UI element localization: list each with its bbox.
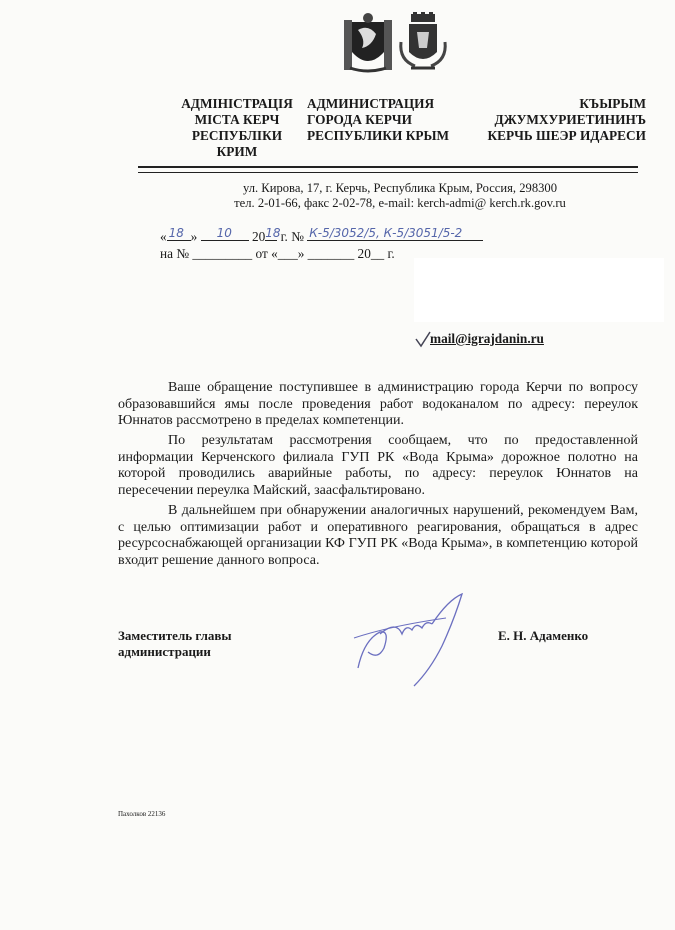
- header-divider-thick: [138, 166, 638, 168]
- header-divider-thin: [138, 172, 638, 173]
- signatory-title-line: Заместитель главы: [118, 628, 232, 643]
- date-close-quote: »: [190, 229, 198, 244]
- header-ukrainian-line: РЕСПУБЛІКИ: [191, 128, 283, 143]
- outgoing-reference: [160, 226, 483, 245]
- redacted-recipient-block: [414, 258, 664, 322]
- signatory-title-line: администрации: [118, 644, 211, 659]
- signatory-title: [118, 628, 232, 660]
- body-paragraph-1: [118, 380, 638, 430]
- contact-line: тел. 2-01-66, факс 2-02-78, e-mail: kerch-admi@ kerch.rk.gov.ru: [234, 196, 566, 210]
- header-russian-line: РЕСПУБЛИКИ КРЫМ: [307, 128, 450, 143]
- header-crimean-tatar: [476, 96, 646, 144]
- kerch-coat-of-arms-icon: [397, 12, 449, 74]
- date-day: 18: [168, 226, 184, 240]
- header-russian: [307, 96, 455, 144]
- body-paragraph-2: [118, 433, 638, 499]
- header-crimean-tatar-line: ДЖУМХУРИЕТИНИНЪ: [494, 112, 646, 127]
- header-ukrainian: [176, 96, 298, 160]
- year-label: г. №: [280, 229, 304, 244]
- incoming-reference: на № _________ от «___» _______ 20__ г.: [160, 246, 395, 261]
- recipient-email: mail@igrajdanin.ru: [430, 331, 544, 346]
- crimea-coat-of-arms-icon: [342, 12, 394, 74]
- header-russian-line: ГОРОДА КЕРЧИ: [307, 112, 413, 127]
- body-paragraph-3: [118, 503, 638, 569]
- header-crimean-tatar-line: КЪЫРЫМ: [579, 96, 646, 111]
- executor-note: Пахолков 22136: [118, 810, 166, 818]
- header-ukrainian-line: АДМІНІСТРАЦІЯ: [181, 96, 293, 111]
- header-ukrainian-line: КРИМ: [216, 144, 258, 159]
- header-crimean-tatar-line: КЕРЧЬ ШЕЭР ИДАРЕСИ: [487, 128, 646, 143]
- address-line: ул. Кирова, 17, г. Керчь, Республика Крым, Россия, 298300: [242, 181, 558, 195]
- date-month: 10: [216, 226, 232, 240]
- date-open-quote: «: [160, 229, 167, 244]
- header-ukrainian-line: МІСТА КЕРЧ: [194, 112, 280, 127]
- year-prefix: 20: [251, 229, 266, 244]
- outgoing-number: К-5/3052/5, К-5/3051/5-2: [309, 226, 463, 240]
- paragraph-text: По результатам рассмотрения сообщаем, что по предоставленной информации Керченского филиала ГУП РК «Вода Крыма» дорожное полотно на которой проводились аварийные работы, по адресу: переулок Юннатов на пересечении переулка Майский, заасфальтировано.: [118, 433, 638, 498]
- year-suffix: 18: [265, 226, 281, 240]
- paragraph-text: Ваше обращение поступившее в администрацию города Керчи по вопросу образовавшийся ямы после проведения работ водоканалом по адресу: переулок Юннатов рассмотрено в пределах компетенции.: [118, 380, 638, 429]
- paragraph-text: В дальнейшем при обнаружении аналогичных нарушений, рекомендуем Вам, с целью оптимизации работ и оперативного реагирования, обращаться в адрес ресурсоснабжающей организации КФ ГУП РК «Вода Крыма», в компетенцию которой входит решение данного вопроса.: [118, 503, 638, 568]
- header-russian-line: АДМИНИСТРАЦИЯ: [307, 96, 435, 111]
- handwritten-signature-icon: [350, 590, 470, 690]
- signatory-name: Е. Н. Адаменко: [498, 628, 589, 643]
